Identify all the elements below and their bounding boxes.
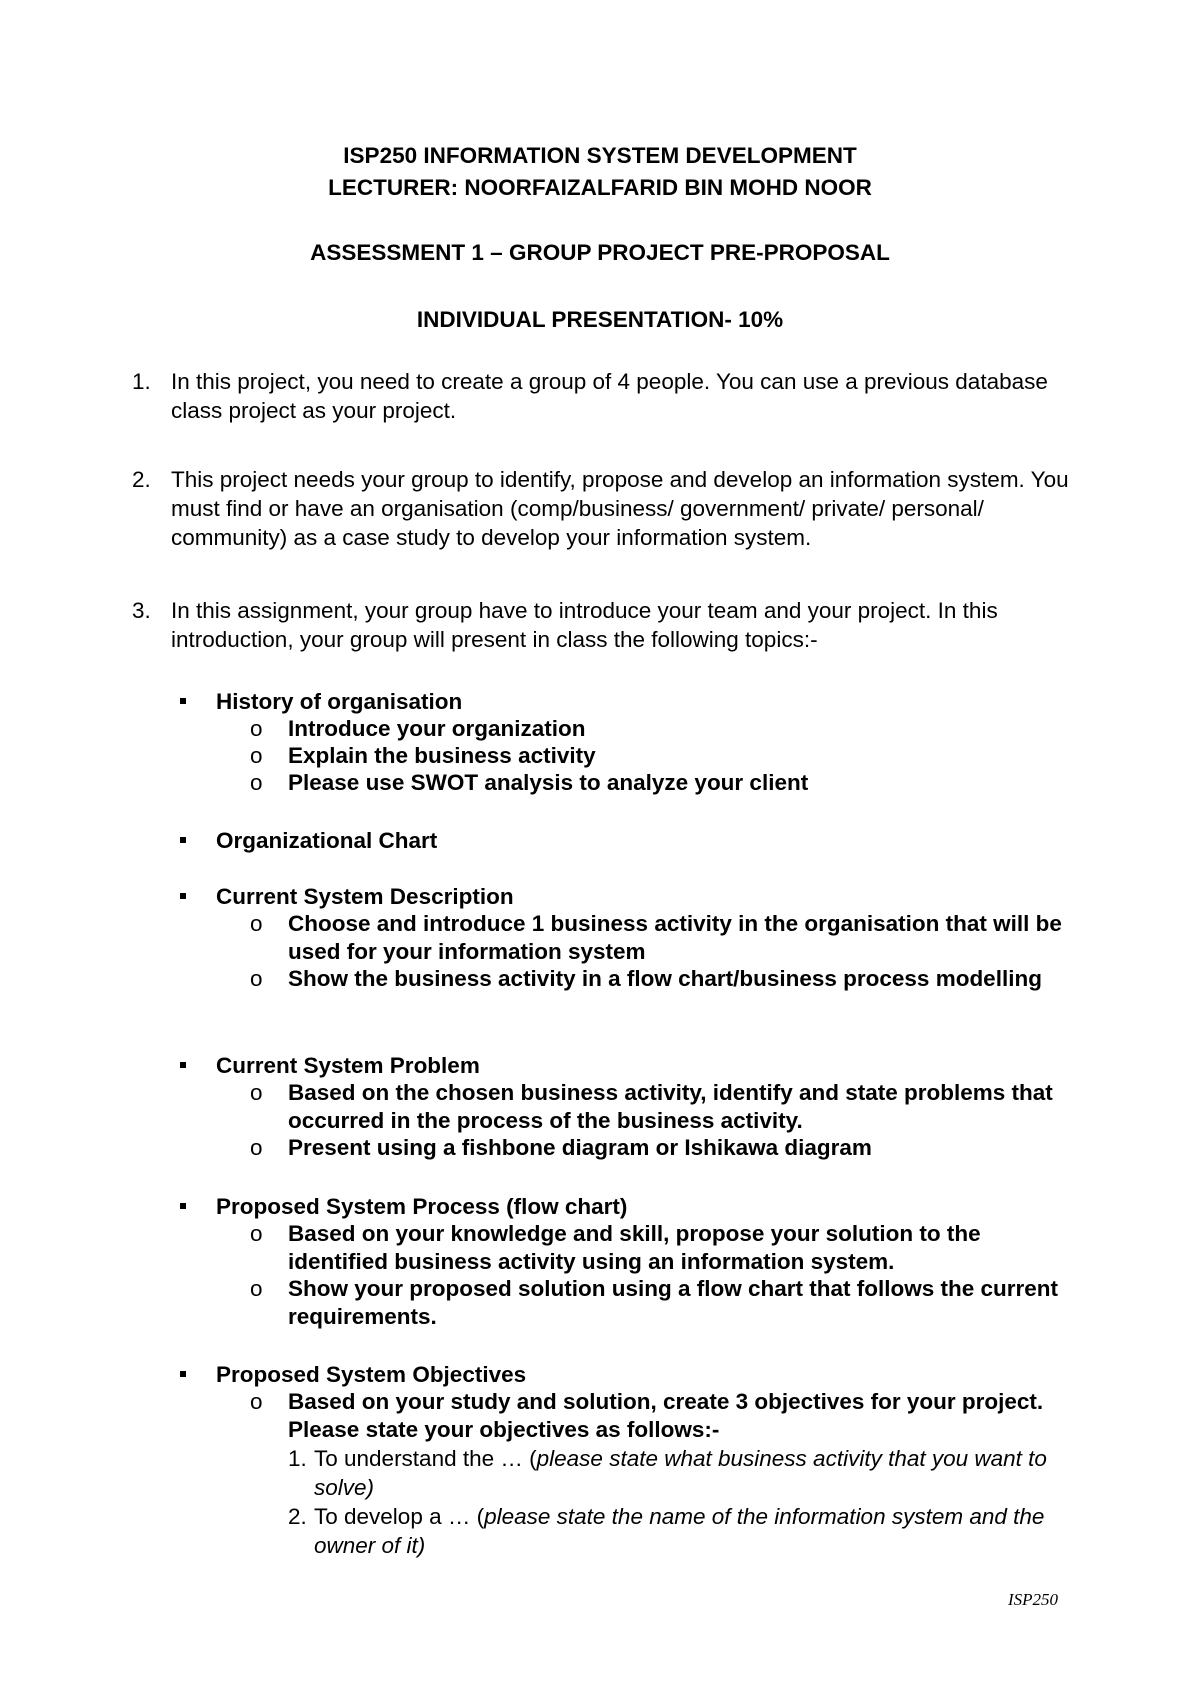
objective-lead: To develop a … ( xyxy=(314,1504,485,1529)
objective-note: please state what business activity that you want to solve) xyxy=(314,1446,1047,1500)
page-footer: ISP250 xyxy=(1008,1590,1059,1609)
instruction-item xyxy=(132,465,1072,552)
circle-bullet-icon: o xyxy=(250,1276,263,1301)
square-bullet-icon xyxy=(180,1371,186,1377)
sub-item xyxy=(178,1388,1078,1444)
assessment-title: ASSESSMENT 1 – GROUP PROJECT PRE-PROPOSAL xyxy=(310,240,890,265)
square-bullet-icon xyxy=(180,837,186,843)
circle-bullet-icon: o xyxy=(250,966,263,991)
instruction-text: In this project, you need to create a group of 4 people. You can use a previous database class project as your project. xyxy=(171,369,1048,423)
circle-bullet-icon: o xyxy=(250,1135,263,1160)
sub-item-text: Based on your study and solution, create 3 objectives for your project. Please state your objectives as follows:- xyxy=(288,1389,1044,1442)
objective-item xyxy=(178,1444,1078,1502)
instruction-number: 3. xyxy=(132,598,151,623)
sub-item-text: Choose and introduce 1 business activity in the organisation that will be used for your information system xyxy=(288,911,1062,964)
sub-item xyxy=(178,742,1078,770)
square-bullet-icon xyxy=(180,893,186,899)
sub-item-text: Based on your knowledge and skill, propose your solution to the identified business activity using an information system. xyxy=(288,1221,981,1274)
sub-item xyxy=(178,965,1078,993)
course-title: ISP250 INFORMATION SYSTEM DEVELOPMENT xyxy=(343,143,857,168)
topic-title: Current System Description xyxy=(216,884,514,909)
circle-bullet-icon: o xyxy=(250,716,263,741)
topic-proposed-objectives xyxy=(178,1360,1078,1560)
sub-item xyxy=(178,769,1078,797)
circle-bullet-icon: o xyxy=(250,1389,263,1414)
sub-item-text: Show the business activity in a flow chart/business process modelling xyxy=(288,966,1042,991)
objective-item xyxy=(178,1502,1078,1560)
instruction-number: 2. xyxy=(132,467,151,492)
objective-note: please state the name of the information system and the owner of it) xyxy=(314,1504,1045,1558)
sub-item-text: Please use SWOT analysis to analyze your client xyxy=(288,770,809,795)
circle-bullet-icon: o xyxy=(250,1221,263,1246)
circle-bullet-icon: o xyxy=(250,1080,263,1105)
topic-title: Proposed System Objectives xyxy=(216,1362,527,1387)
instruction-item xyxy=(132,367,1072,425)
square-bullet-icon xyxy=(180,698,186,704)
square-bullet-icon xyxy=(180,1062,186,1068)
sub-item xyxy=(178,1134,1078,1162)
topic-current-description xyxy=(178,882,1078,993)
presentation-weight: INDIVIDUAL PRESENTATION- 10% xyxy=(416,307,784,332)
sub-item xyxy=(178,1275,1078,1331)
sub-item xyxy=(178,1220,1078,1276)
topic-current-problem xyxy=(178,1051,1078,1162)
objective-number: 2. xyxy=(288,1504,307,1529)
sub-item-text: Based on the chosen business activity, identify and state problems that occurred in the process of the business activity. xyxy=(288,1080,1053,1133)
instruction-item xyxy=(132,596,1072,654)
topic-history xyxy=(178,687,1078,797)
topic-title: Organizational Chart xyxy=(216,828,438,853)
circle-bullet-icon: o xyxy=(250,770,263,795)
sub-item-text: Show your proposed solution using a flow chart that follows the current requirements. xyxy=(288,1276,1059,1329)
instruction-number: 1. xyxy=(132,369,151,394)
topic-title: Proposed System Process (flow chart) xyxy=(216,1194,628,1219)
topic-org-chart xyxy=(178,826,1078,855)
objective-number: 1. xyxy=(288,1446,307,1471)
sub-item-text: Present using a fishbone diagram or Ishikawa diagram xyxy=(288,1135,872,1160)
topic-title: Current System Problem xyxy=(216,1053,480,1078)
sub-item xyxy=(178,910,1078,966)
objective-lead: To understand the … ( xyxy=(314,1446,537,1471)
sub-item xyxy=(178,1079,1078,1135)
lecturer-line: LECTURER: NOORFAIZALFARID BIN MOHD NOOR xyxy=(328,175,872,200)
topic-proposed-process xyxy=(178,1192,1078,1331)
circle-bullet-icon: o xyxy=(250,743,263,768)
instruction-text: In this assignment, your group have to introduce your team and your project. In this introduction, your group will present in class the following topics:- xyxy=(171,598,998,652)
sub-item-text: Introduce your organization xyxy=(288,716,586,741)
circle-bullet-icon: o xyxy=(250,911,263,936)
sub-item xyxy=(178,715,1078,743)
square-bullet-icon xyxy=(180,1203,186,1209)
topic-title: History of organisation xyxy=(216,689,463,714)
instruction-text: This project needs your group to identify, propose and develop an information system. You must find or have an organisation (comp/business/ government/ private/ personal/ community) as a case study to develop your information system. xyxy=(171,467,1069,550)
sub-item-text: Explain the business activity xyxy=(288,743,596,768)
